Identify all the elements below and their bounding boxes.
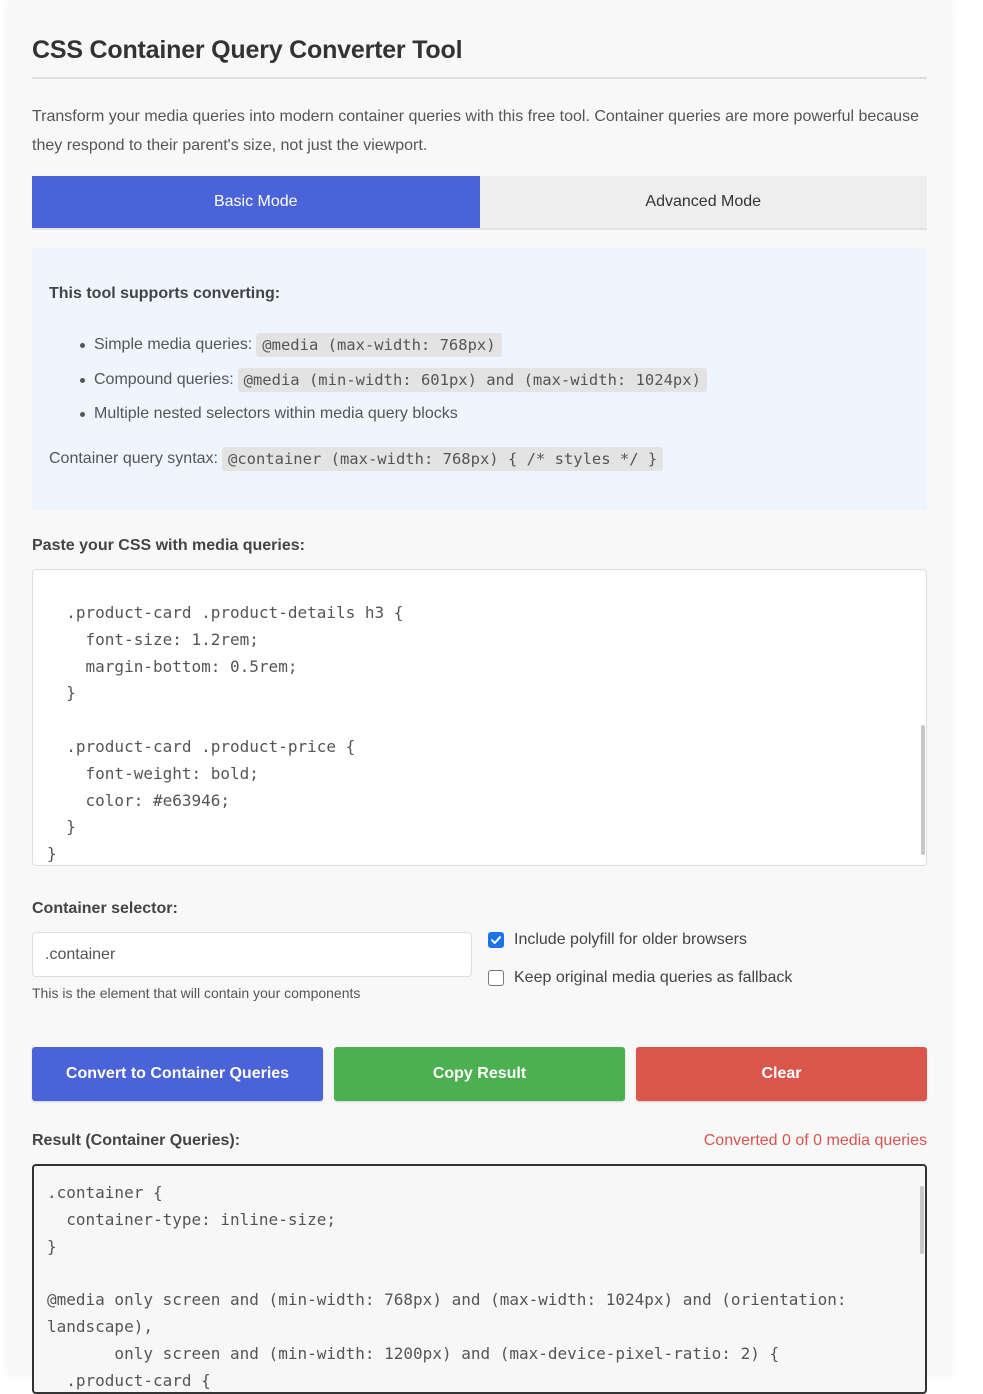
clear-button[interactable]: Clear <box>636 1047 927 1101</box>
polyfill-checkbox[interactable] <box>488 932 504 948</box>
inline-code: @media (max-width: 768px) <box>256 333 501 357</box>
fallback-option[interactable] <box>488 969 792 987</box>
info-list <box>74 328 707 432</box>
inline-code: @media (min-width: 601px) and (max-width: 1024px) <box>238 368 707 392</box>
syntax-code: @container (max-width: 768px) { /* styles */ } <box>222 447 663 471</box>
fallback-checkbox[interactable] <box>488 970 504 986</box>
list-item <box>74 397 707 432</box>
polyfill-label: Include polyfill for older browsers <box>514 931 747 948</box>
container-selector-label: Container selector: <box>32 900 178 917</box>
info-box <box>32 248 927 510</box>
css-input-code: .product-card .product-details h3 { font-size: 1.2rem; margin-bottom: 0.5rem; } .product-card .product-price { font-weight: bold; color: #e63946; } } <box>47 603 404 864</box>
intro-text: Transform your media queries into modern container queries with this free tool. Container queries are more powerful because they respond to their parent's size, not just the viewport. <box>32 108 919 154</box>
polyfill-option[interactable] <box>488 931 747 949</box>
mode-tabs <box>32 176 927 230</box>
tab-advanced-mode[interactable]: Advanced Mode <box>645 193 762 210</box>
tab-basic-mode[interactable]: Basic Mode <box>32 176 480 228</box>
list-item <box>74 328 707 363</box>
result-label: Result (Container Queries): <box>32 1132 241 1149</box>
fallback-label: Keep original media queries as fallback <box>514 969 793 986</box>
copy-result-button[interactable]: Copy Result <box>334 1047 625 1101</box>
conversion-status: Converted 0 of 0 media queries <box>703 1132 927 1149</box>
syntax-line <box>49 446 663 472</box>
list-item <box>74 363 707 398</box>
container-selector-value: .container <box>45 945 116 963</box>
css-input-textarea[interactable] <box>32 569 927 866</box>
info-title: This tool supports converting: <box>49 285 281 302</box>
result-code: .container { container-type: inline-size; } @media only screen and (min-width: 768px) and (max-width: 1024px) and (orientation: landscape), only screen and (min-width: 1200px) and (max-device-pixel-ratio: 2) { .product-card { <box>47 1183 847 1390</box>
converter-card <box>8 0 951 1390</box>
list-item-text: Compound queries: <box>94 370 234 388</box>
result-output[interactable] <box>32 1164 927 1394</box>
list-item-text: Multiple nested selectors within media query blocks <box>94 405 458 423</box>
syntax-label: Container query syntax: <box>49 450 218 467</box>
title-divider <box>32 77 927 79</box>
list-item-text: Simple media queries: <box>94 336 253 354</box>
convert-button[interactable]: Convert to Container Queries <box>32 1047 323 1101</box>
check-icon <box>490 934 502 946</box>
css-input-label: Paste your CSS with media queries: <box>32 537 305 554</box>
css-input-scrollbar[interactable] <box>921 725 925 855</box>
page-title: CSS Container Query Converter Tool <box>32 36 463 64</box>
container-selector-input[interactable] <box>32 932 472 977</box>
result-scrollbar[interactable] <box>920 1186 924 1254</box>
container-selector-hint: This is the element that will contain your components <box>32 985 361 1001</box>
